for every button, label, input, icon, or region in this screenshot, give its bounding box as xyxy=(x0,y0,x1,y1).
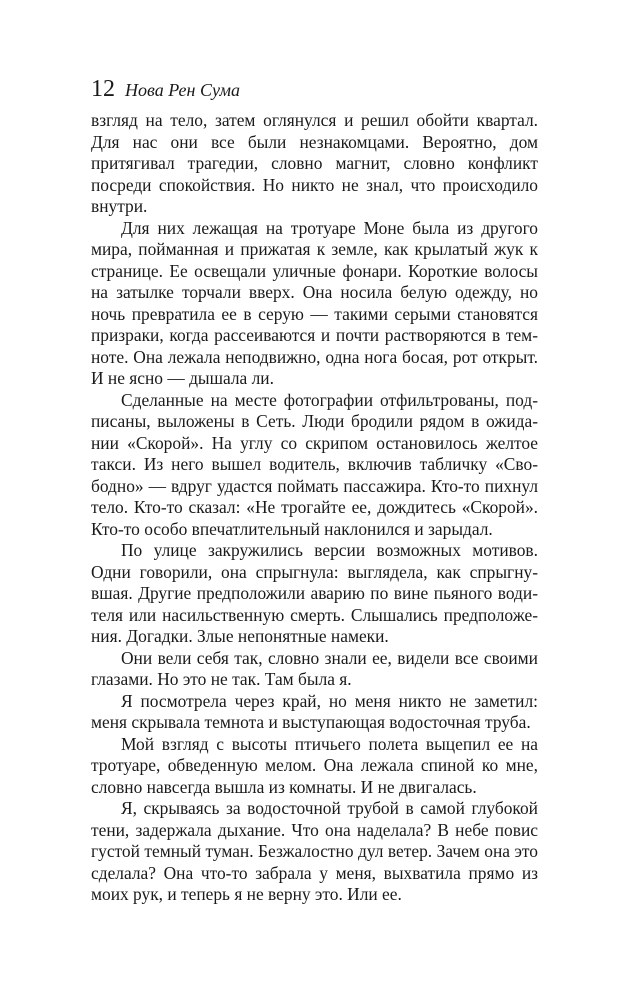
page-header xyxy=(91,74,538,104)
paragraph: Я, скрываясь за водосточной трубой в самой глубокой тени, задержала дыхание. Что она наделала? В небе повис густой темный туман. Безжалостно дул ветер. Зачем она это сделала? Она что-то забрала у меня, выхватила прямо из моих рук, и теперь я не верну это. Или ее. xyxy=(91,798,538,904)
paragraph: Они вели себя так, словно знали ее, видели все своими глазами. Но это не так. Там была я. xyxy=(91,647,538,689)
paragraph: Я посмотрела через край, но меня никто не заметил: меня скрывала темнота и выступающая водосточная труба. xyxy=(91,690,538,732)
page-number: 12 xyxy=(91,76,115,102)
paragraph: Для них лежащая на тротуаре Моне была из другого мира, пойманная и прижатая к земле, как крылатый жук к странице. Ее освещали уличные фонари. Короткие волосы на затылке торчали вверх. Она носила белую одежду, но ночь превратила ее в серую — такими серыми становятся призраки, когда рассеиваются и почти растворяются в темноте. Она лежала неподвижно, одна нога босая, рот открыт. И не ясно — дышала ли. xyxy=(91,217,538,388)
paragraph: взгляд на тело, затем оглянулся и решил обойти квартал. Для нас они все были незнакомцами. Вероятно, дом притягивал трагедии, словно магнит, словно конфликт посреди спокойствия. Но никто не знал, что происходило внутри. xyxy=(91,110,538,216)
paragraph: Мой взгляд с высоты птичьего полета выцепил ее на тротуаре, обведенную мелом. Она лежала спиной ко мне, словно навсегда вышла из комнаты. И не двигалась. xyxy=(91,733,538,797)
running-head-author: Нова Рен Сума xyxy=(125,80,240,100)
body-text xyxy=(91,110,538,906)
book-page xyxy=(91,74,538,906)
paragraph: Сделанные на месте фотографии отфильтрованы, подписаны, выложены в Сеть. Люди бродили рядом в ожидании «Скорой». На углу со скрипом остановилось желтое такси. Из него вышел водитель, включив табличку «Свободно» — вдруг удастся поймать пассажира. Кто-то пихнул тело. Кто-то сказал: «Не трогайте ее, дождитесь «Скорой». Кто-то особо впечатлительный наклонился и зарыдал. xyxy=(91,389,538,539)
paragraph: По улице закружились версии возможных мотивов. Одни говорили, она спрыгнула: выглядела, как спрыгнувшая. Другие предположили аварию по вине пьяного водителя или насильственную смерть. Слышались предположения. Догадки. Злые непонятные намеки. xyxy=(91,540,538,646)
